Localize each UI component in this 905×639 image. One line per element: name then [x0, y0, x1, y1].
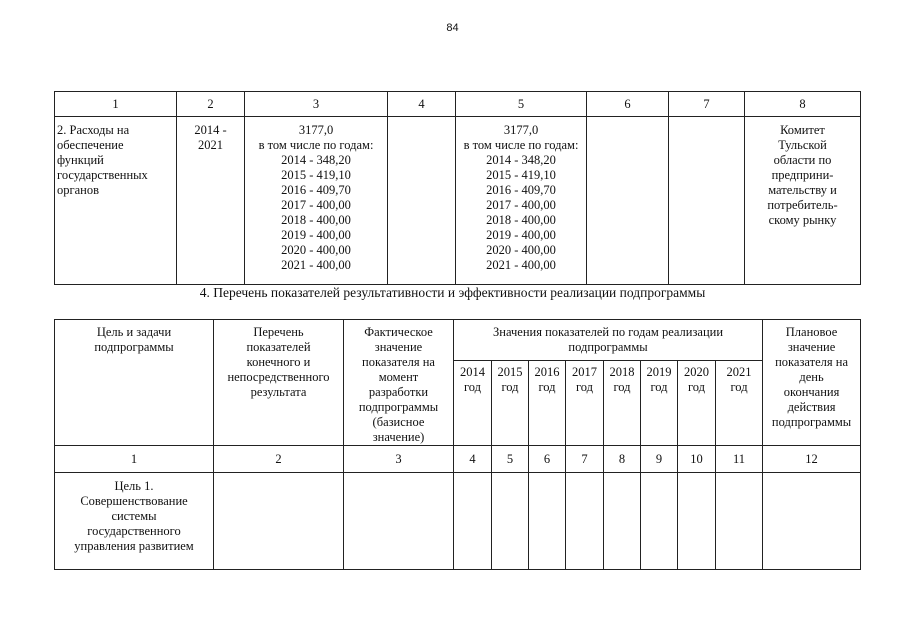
text-line: момент	[378, 370, 419, 384]
text-line: 3177,0	[503, 123, 539, 137]
text-line: потребитель-	[767, 198, 838, 212]
indicator-list-header	[214, 320, 344, 446]
text-line: в том числе по годам:	[258, 138, 374, 152]
indicators-table	[54, 319, 861, 570]
text-line: конечного и	[246, 355, 311, 369]
text-line: 2016 - 409,70	[486, 183, 556, 197]
column-number: 6	[529, 446, 566, 473]
text-line: Комитет	[780, 123, 825, 137]
text-line: 2021	[726, 365, 752, 379]
column-number: 12	[763, 446, 861, 473]
col6-cell	[587, 117, 669, 285]
empty-cell	[566, 473, 604, 570]
empty-cell	[214, 473, 344, 570]
text-line: непосредственного	[227, 370, 330, 384]
text-line: органов	[57, 183, 100, 197]
expenses-table	[54, 91, 861, 285]
text-line: 2017	[572, 365, 597, 379]
text-line: 2. Расходы на	[57, 123, 130, 137]
column-number: 8	[604, 446, 641, 473]
column-number: 5	[492, 446, 529, 473]
empty-cell	[716, 473, 763, 570]
col-header-3: 3	[245, 92, 388, 117]
text-line: 2019 - 400,00	[486, 228, 556, 242]
text-line: год	[613, 380, 631, 394]
planned-value-header	[763, 320, 861, 446]
text-line: 2018 - 400,00	[486, 213, 556, 227]
text-line: год	[650, 380, 668, 394]
text-line: функций	[57, 153, 104, 167]
text-line: 2020 - 400,00	[281, 243, 351, 257]
text-line: показателя на	[362, 355, 435, 369]
col-header-7: 7	[669, 92, 745, 117]
column-number: 9	[641, 446, 678, 473]
text-line: скому рынку	[768, 213, 837, 227]
text-line: 2019	[646, 365, 672, 379]
empty-cell	[454, 473, 492, 570]
year-header-2020	[678, 361, 716, 446]
year-header-2016	[529, 361, 566, 446]
text-line: 2016 - 409,70	[281, 183, 351, 197]
text-line: предприни-	[771, 168, 834, 182]
table-row	[55, 117, 861, 285]
text-line: 2018	[609, 365, 635, 379]
text-line: 2017 - 400,00	[486, 198, 556, 212]
text-line: Перечень	[253, 325, 304, 339]
text-line: показателя на	[775, 355, 848, 369]
text-line: Значения показателей по годам реализации	[493, 325, 724, 339]
empty-cell	[492, 473, 529, 570]
total-cell	[245, 117, 388, 285]
text-line: год	[463, 380, 482, 394]
period-cell	[177, 117, 245, 285]
column-number: 2	[214, 446, 344, 473]
text-line: день	[799, 370, 824, 384]
text-line: подпрограммы	[358, 400, 439, 414]
text-line: 2014 -	[194, 123, 227, 137]
col4-cell	[388, 117, 456, 285]
actual-value-header	[344, 320, 454, 446]
text-line: 2014 - 348,20	[281, 153, 351, 167]
page-number: 84	[446, 22, 459, 34]
text-line: 2021 - 400,00	[486, 258, 556, 272]
text-line: показателей	[246, 340, 311, 354]
text-line: мательству и	[768, 183, 837, 197]
goal-cell	[55, 473, 214, 570]
text-line: (базисное	[372, 415, 425, 429]
text-line: 2017 - 400,00	[281, 198, 351, 212]
text-line: подпрограммы	[94, 340, 174, 354]
text-line: подпрограммы	[568, 340, 648, 354]
column-numbers-row	[55, 446, 861, 473]
text-line: 3177,0	[298, 123, 334, 137]
expenses-table-header	[55, 92, 861, 117]
text-line: 2020	[684, 365, 709, 379]
text-line: 2015 - 419,10	[486, 168, 556, 182]
text-line: окончания	[783, 385, 840, 399]
col-header-1: 1	[55, 92, 177, 117]
text-line: 2021 - 400,00	[281, 258, 351, 272]
text-line: Плановое	[785, 325, 838, 339]
text-line: действия	[787, 400, 836, 414]
text-line: год	[501, 380, 519, 394]
text-line: год	[538, 380, 556, 394]
text-line: Цель 1.	[114, 479, 154, 493]
text-line: в том числе по годам:	[463, 138, 579, 152]
text-line: Совершенствование	[80, 494, 188, 508]
column-number: 1	[55, 446, 214, 473]
text-line: подпрограммы	[771, 415, 852, 429]
text-line: 2019 - 400,00	[281, 228, 351, 242]
col-header-5: 5	[456, 92, 587, 117]
text-line: 2018 - 400,00	[281, 213, 351, 227]
empty-cell	[529, 473, 566, 570]
text-line: обеспечение	[57, 138, 124, 152]
column-number: 3	[344, 446, 454, 473]
text-line: 2015	[497, 365, 523, 379]
empty-cell	[641, 473, 678, 570]
empty-cell	[344, 473, 454, 570]
text-line: 2021	[198, 138, 223, 152]
column-number: 7	[566, 446, 604, 473]
text-line: 2020 - 400,00	[486, 243, 556, 257]
year-header-2019	[641, 361, 678, 446]
col-header-8: 8	[745, 92, 861, 117]
text-line: 2014	[460, 365, 485, 379]
text-line: значение)	[372, 430, 425, 444]
budget-cell	[456, 117, 587, 285]
text-line: области по	[773, 153, 832, 167]
year-header-2014	[454, 361, 492, 446]
text-line: значение	[374, 340, 423, 354]
text-line: государственных	[57, 168, 148, 182]
col7-cell	[669, 117, 745, 285]
executor-cell	[745, 117, 861, 285]
column-number: 4	[454, 446, 492, 473]
text-line: год	[730, 380, 748, 394]
text-line: Тульской	[778, 138, 827, 152]
text-line: год	[575, 380, 594, 394]
text-line: значение	[787, 340, 836, 354]
empty-cell	[763, 473, 861, 570]
section-heading: 4. Перечень показателей результативности и эффективности реализации подпрограммы	[199, 285, 706, 300]
col-header-6: 6	[587, 92, 669, 117]
yearly-values-header	[454, 320, 763, 361]
text-line: результата	[250, 385, 307, 399]
indicators-header-row	[55, 320, 861, 361]
goal-header	[55, 320, 214, 446]
text-line: год	[687, 380, 706, 394]
col-header-2: 2	[177, 92, 245, 117]
year-header-2015	[492, 361, 529, 446]
text-line: Фактическое	[364, 325, 433, 339]
text-line: Цель и задачи	[96, 325, 172, 339]
empty-cell	[678, 473, 716, 570]
year-header-2017	[566, 361, 604, 446]
text-line: 2015 - 419,10	[281, 168, 351, 182]
column-number: 11	[716, 446, 763, 473]
expense-name-cell	[55, 117, 177, 285]
text-line: системы	[111, 509, 157, 523]
empty-cell	[604, 473, 641, 570]
text-line: 2016	[534, 365, 560, 379]
text-line: управления развитием	[74, 539, 194, 553]
year-header-2021	[716, 361, 763, 446]
table-row	[55, 473, 861, 570]
text-line: разработки	[368, 385, 429, 399]
year-header-2018	[604, 361, 641, 446]
column-number: 10	[678, 446, 716, 473]
col-header-4: 4	[388, 92, 456, 117]
text-line: государственного	[87, 524, 181, 538]
text-line: 2014 - 348,20	[486, 153, 556, 167]
